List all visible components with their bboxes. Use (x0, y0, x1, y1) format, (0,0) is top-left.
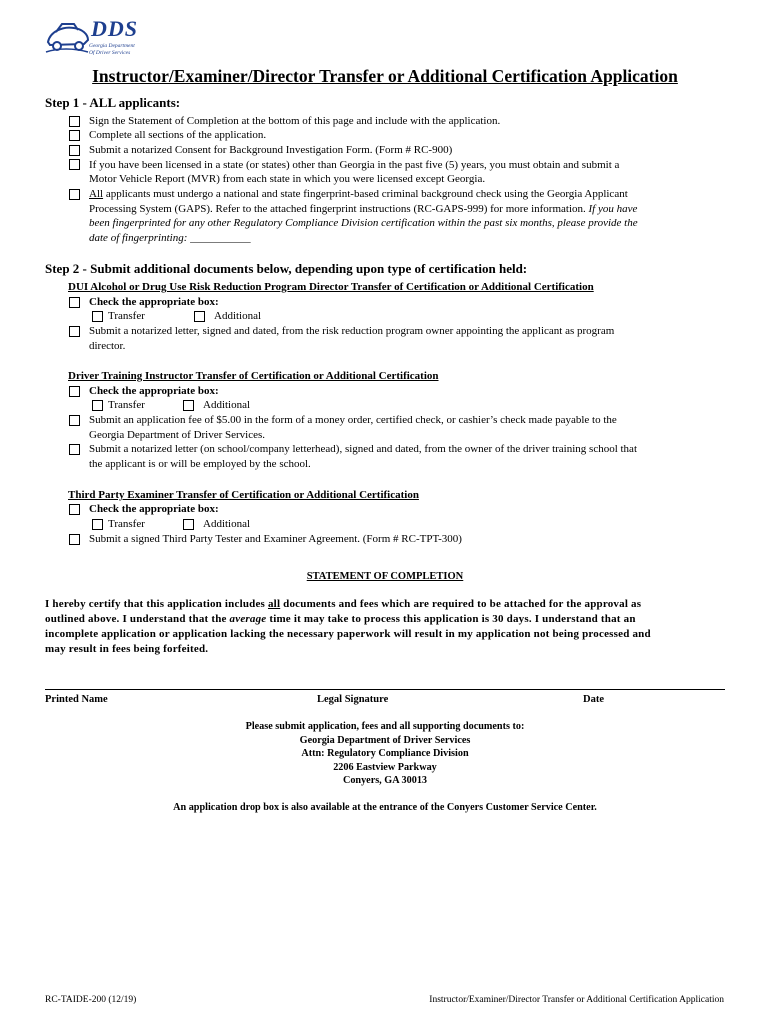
fingerprint-line-2 (89, 202, 637, 217)
date-label: Date (583, 694, 604, 705)
statement-text (45, 597, 725, 657)
printed-name-label: Printed Name (45, 694, 108, 705)
step1-checkbox-3[interactable] (69, 145, 80, 156)
logo-line-1: Georgia Department (89, 43, 135, 49)
driver-item-1-checkbox[interactable] (69, 415, 80, 426)
driver-item-2-checkbox[interactable] (69, 444, 80, 455)
driver-transfer-label: Transfer (108, 399, 145, 411)
third-transfer-checkbox[interactable] (92, 519, 103, 530)
step1-checkbox-5[interactable] (69, 189, 80, 200)
all-underlined: All (89, 188, 104, 200)
dui-item-1-cont: director. (89, 340, 126, 352)
dds-logo (44, 16, 154, 60)
fingerprint-line-2b: If you have (585, 203, 638, 215)
third-check-box[interactable] (69, 504, 80, 515)
dui-additional-label: Additional (214, 310, 262, 322)
dui-transfer-label: Transfer (108, 310, 145, 322)
submit-line-5: Conyers, GA 30013 (342, 775, 428, 786)
step1-item-1: Sign the Statement of Completion at the bottom of this page and include with the application. (89, 115, 501, 127)
step1-item-3: Submit a notarized Consent for Background Investigation Form. (Form # RC-900) (89, 144, 453, 156)
page-title: Instructor/Examiner/Director Transfer or Additional Certification Application (92, 66, 678, 86)
logo-line-2: Of Driver Services (89, 50, 131, 56)
fingerprint-line-1: applicants must undergo a national and state fingerprint-based criminal background check using the Georgia Applicant (103, 188, 628, 200)
statement-all: all (267, 598, 281, 610)
footer-title: Instructor/Examiner/Director Transfer or Additional Certification Application (429, 995, 724, 1005)
legal-signature-label: Legal Signature (317, 694, 389, 705)
driver-check-box[interactable] (69, 386, 80, 397)
dui-section-title: DUI Alcohol or Drug Use Risk Reduction Program Director Transfer of Certification or Additional Certification (68, 281, 594, 293)
driver-additional-checkbox[interactable] (183, 400, 194, 411)
dui-additional-checkbox[interactable] (194, 311, 205, 322)
statement-line-1 (45, 597, 725, 612)
statement-line-2a: outlined above. I understand that the (45, 613, 230, 625)
step1-checkbox-2[interactable] (69, 130, 80, 141)
step1-item-4: If you have been licensed in a state (or states) other than Georgia in the past five (5) years, you must obtain and submit a (89, 159, 620, 171)
dui-check-box[interactable] (69, 297, 80, 308)
step1-heading: Step 1 - ALL applicants: (45, 95, 181, 110)
driver-item-2: Submit a notarized letter (on school/company letterhead), signed and dated, from the owner of the driver training school that (89, 443, 637, 455)
third-party-section-title: Third Party Examiner Transfer of Certification or Additional Certification (68, 489, 419, 501)
form-number: RC-TAIDE-200 (12/19) (45, 995, 137, 1005)
fingerprint-line-3: been fingerprinted for any other Regulatory Compliance Division certification within the past six months, please provide the (89, 217, 638, 229)
third-additional-checkbox[interactable] (183, 519, 194, 530)
dui-transfer-checkbox[interactable] (92, 311, 103, 322)
third-transfer-label: Transfer (108, 518, 145, 530)
statement-line-1b: documents and fees which are required to be attached for the approval as (280, 598, 642, 610)
dui-item-1: Submit a notarized letter, signed and dated, from the risk reduction program owner appointing the applicant as program (89, 325, 615, 337)
third-item-1: Submit a signed Third Party Tester and Examiner Agreement. (Form # RC-TPT-300) (89, 533, 462, 545)
dui-check-label: Check the appropriate box: (89, 296, 219, 308)
driver-item-1: Submit an application fee of $5.00 in the form of a money order, certified check, or cashier’s check made payable to the (89, 414, 617, 426)
fingerprint-date-field[interactable]: date of fingerprinting: ___________ (89, 232, 251, 244)
driver-additional-label: Additional (203, 399, 251, 411)
driver-transfer-checkbox[interactable] (92, 400, 103, 411)
statement-heading: STATEMENT OF COMPLETION (306, 571, 464, 582)
third-additional-label: Additional (203, 518, 251, 530)
driver-item-2-cont: the applicant is or will be employed by the school. (89, 458, 311, 470)
submit-line-4: 2206 Eastview Parkway (333, 762, 437, 773)
step1-checkbox-1[interactable] (69, 116, 80, 127)
signature-line[interactable] (45, 689, 725, 690)
statement-average: average (229, 613, 267, 625)
submit-line-3: Attn: Regulatory Compliance Division (301, 748, 469, 759)
statement-line-1a: I hereby certify that this application includes (45, 598, 268, 610)
statement-line-2b: time it may take to process this application is 30 days. I understand that an (266, 613, 636, 625)
statement-line-4: may result in fees being forfeited. (45, 643, 209, 655)
statement-line-3: incomplete application or application lacking the necessary paperwork will result in my application not being processed and (45, 628, 651, 640)
step1-item-4-cont: Motor Vehicle Report (MVR) from each state in which you were licensed except Georgia. (89, 173, 486, 185)
step1-item-2: Complete all sections of the application. (89, 129, 267, 141)
driver-section-title: Driver Training Instructor Transfer of Certification or Additional Certification (68, 370, 439, 382)
submit-line-2: Georgia Department of Driver Services (299, 735, 471, 746)
statement-line-2 (45, 612, 725, 627)
third-item-checkbox[interactable] (69, 534, 80, 545)
step1-item-5 (89, 187, 628, 202)
driver-check-label: Check the appropriate box: (89, 385, 219, 397)
submit-line-1: Please submit application, fees and all supporting documents to: (245, 721, 525, 732)
driver-item-1-cont: Georgia Department of Driver Services. (89, 429, 266, 441)
dui-item-checkbox[interactable] (69, 326, 80, 337)
step2-heading: Step 2 - Submit additional documents below, depending upon type of certification held: (45, 261, 528, 276)
fingerprint-line-2a: Processing System (GAPS). Refer to the attached fingerprint instructions (RC-GAPS-999) for more information. (89, 203, 586, 215)
third-check-label: Check the appropriate box: (89, 503, 219, 515)
georgia-car-icon (44, 20, 90, 56)
dropbox-note: An application drop box is also available at the entrance of the Conyers Customer Service Center. (173, 802, 597, 813)
logo-dds-text: DDS (91, 16, 139, 41)
step1-checkbox-4[interactable] (69, 159, 80, 170)
